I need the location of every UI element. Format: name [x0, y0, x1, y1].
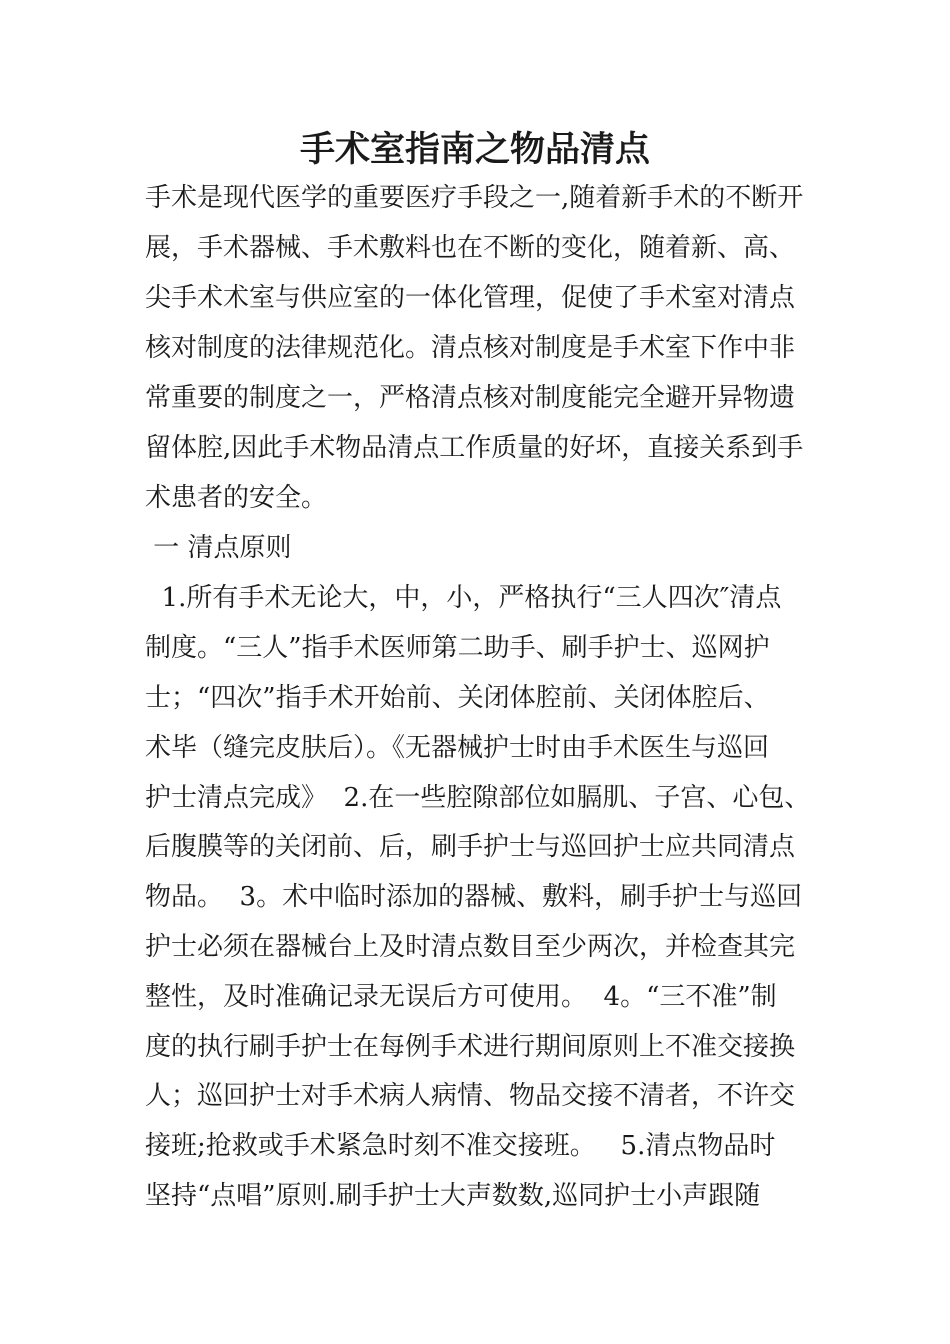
section-line: 后腹膜等的关闭前、后，刷手护士与巡回护士应共同清点	[145, 832, 796, 862]
section-line: 度的执行刷手护士在每例手术进行期间原则上不准交接换	[145, 1032, 796, 1062]
section-line: 护士清点完成》 2.在一些腔隙部位如膈肌、子宫、心包、	[145, 783, 811, 813]
intro-line: 核对制度的法律规范化。清点核对制度是手术室下作中非	[145, 333, 796, 363]
section-heading: 一 清点原则	[145, 533, 292, 563]
intro-line: 留体腔,因此手术物品清点工作质量的好坏，直接关系到手	[145, 433, 804, 463]
section-line: 护士必须在器械台上及时清点数目至少两次，并检查其完	[145, 932, 796, 962]
section-line: 术毕（缝完皮肤后）。《无器械护士时由手术医生与巡回	[145, 733, 770, 763]
section-line: 人；巡回护士对手术病人病情、物品交接不清者，不许交	[145, 1081, 796, 1111]
section-line: 坚持“点唱”原则.刷手护士大声数数,巡同护士小声跟随	[145, 1181, 761, 1211]
intro-line: 常重要的制度之一，严格清点核对制度能完全避开异物遗	[145, 383, 796, 413]
section-line: 士；“四次”指手术开始前、关闭体腔前、关闭体腔后、	[145, 683, 770, 713]
document-title: 手术室指南之物品清点	[299, 129, 650, 170]
intro-line: 尖手术术室与供应室的一体化管理，促使了手术室对清点	[145, 283, 796, 313]
intro-line: 手术是现代医学的重要医疗手段之一,随着新手术的不断开	[145, 183, 804, 213]
intro-line: 展，手术器械、手术敷料也在不断的变化，随着新、高、	[145, 233, 796, 263]
section-line: 整性，及时准确记录无误后方可使用。 4。“三不准”制	[145, 982, 777, 1012]
intro-line: 术患者的安全。	[145, 483, 328, 513]
section-line: 制度。“三人”指手术医师第二助手、刷手护士、巡网护	[145, 633, 770, 663]
section-line: 1.所有手术无论大，中，小，严格执行“三人四次″清点	[145, 583, 782, 613]
section-line: 接班;抢救或手术紧急时刻不准交接班。 5.清点物品时	[145, 1131, 776, 1161]
section-line: 物品。 3。术中临时添加的器械、敷料，刷手护士与巡回	[145, 882, 803, 912]
